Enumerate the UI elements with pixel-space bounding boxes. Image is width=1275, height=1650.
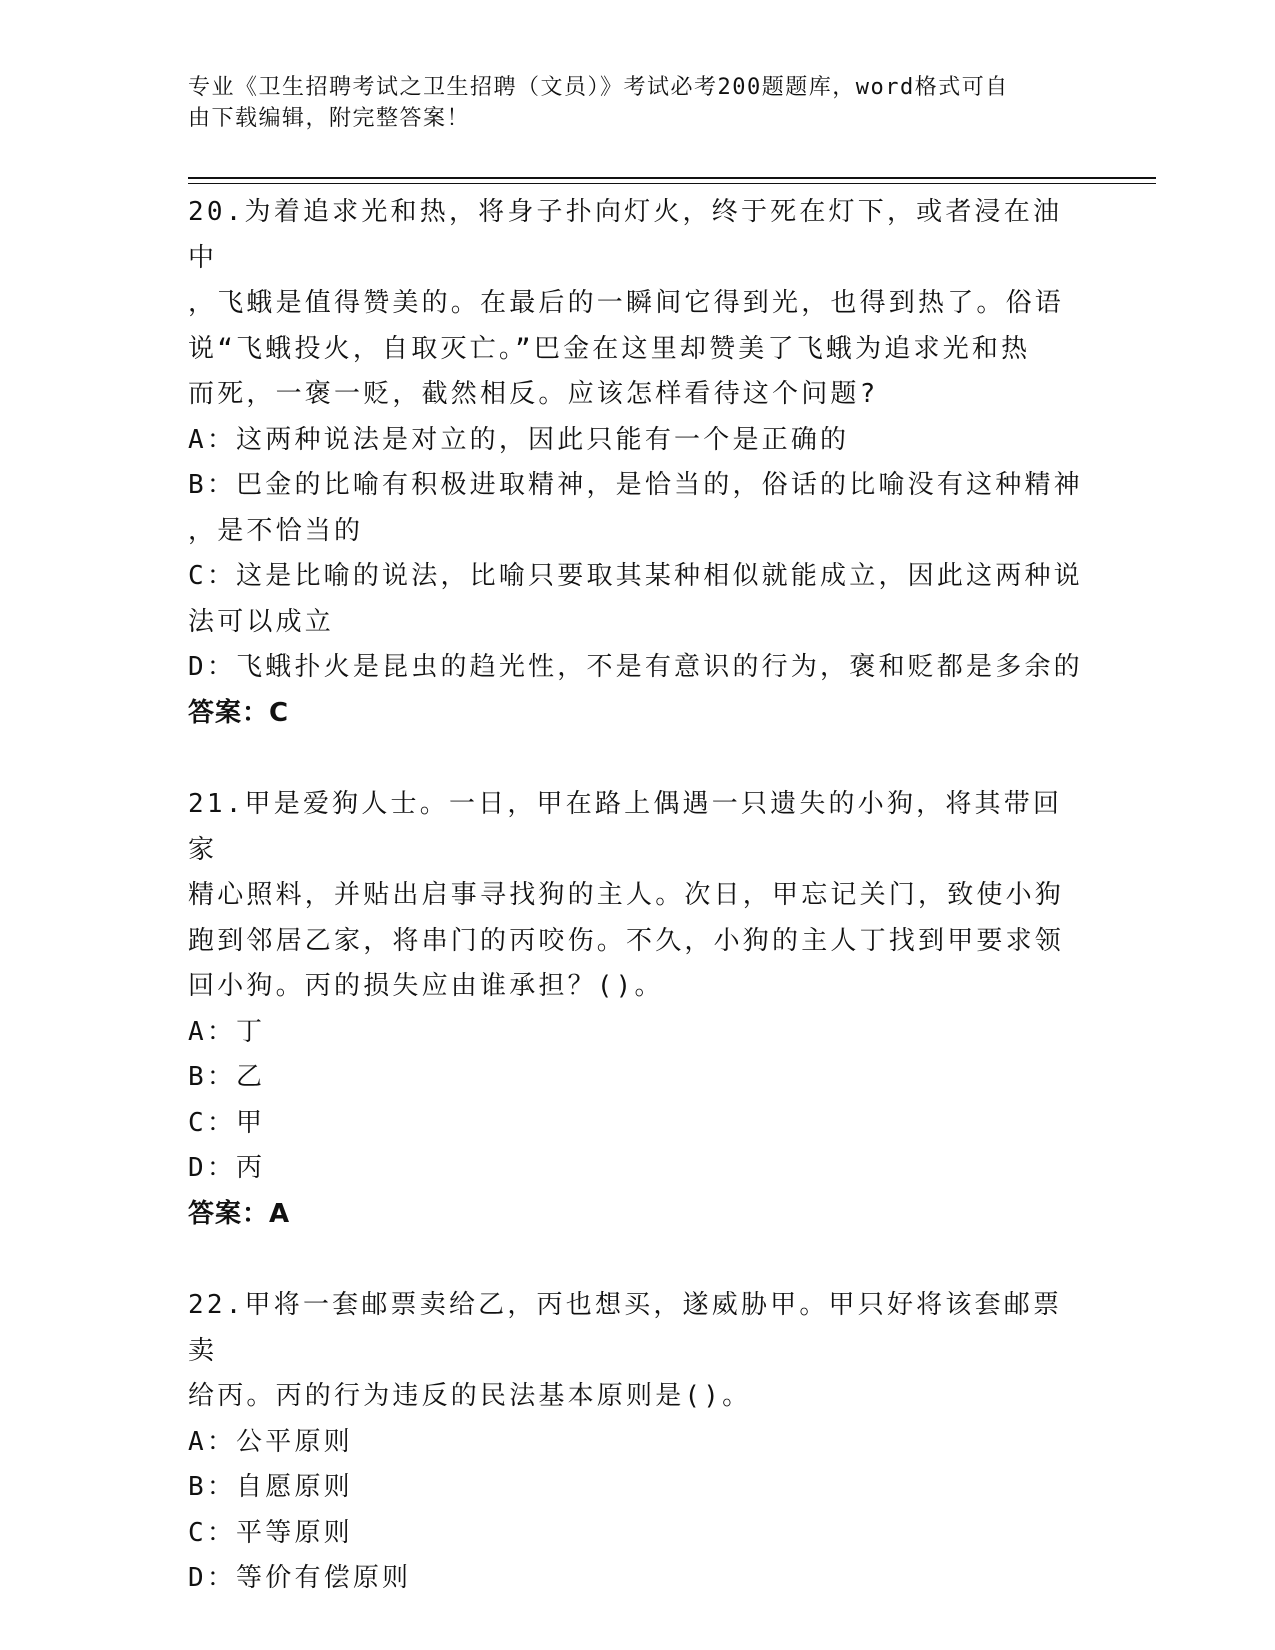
question-20-option-a: A：这两种说法是对立的，因此只能有一个是正确的 <box>188 424 850 455</box>
question-20 <box>188 190 1088 736</box>
header-divider-thick <box>188 177 1156 179</box>
question-20-option-d: D：飞蛾扑火是昆虫的趋光性，不是有意识的行为，褒和贬都是多余的 <box>188 652 1083 682</box>
question-20-option-b-continued: ，是不恰当的 <box>188 515 364 546</box>
header-line-2: 由下载编辑，附完整答案！ <box>188 106 471 131</box>
question-21-stem-line: 精心照料，并贴出启事寻找狗的主人。次日，甲忘记关门，致使小狗 <box>188 880 1065 910</box>
question-list <box>188 190 1088 1602</box>
document-header <box>188 72 1068 134</box>
question-21-option-b: B：乙 <box>188 1062 266 1092</box>
question-21-stem-line: 跑到邻居乙家，将串门的丙咬伤。不久，小狗的主人丁找到甲要求领 <box>188 925 1065 956</box>
question-20-stem-line: ，飞蛾是值得赞美的。在最后的一瞬间它得到光，也得到热了。俗语 <box>188 288 1065 318</box>
question-21-answer: 答案：A <box>188 1198 291 1229</box>
question-22-stem-line: 22.甲将一套邮票卖给乙，丙也想买，遂威胁甲。甲只好将该套邮票卖 <box>188 1290 1063 1366</box>
header-divider-thin <box>188 183 1156 184</box>
question-21-option-a: A：丁 <box>188 1016 266 1047</box>
question-22 <box>188 1283 1088 1602</box>
question-21-option-d: D：丙 <box>188 1153 266 1183</box>
header-line-1: 专业《卫生招聘考试之卫生招聘（文员）》考试必考200题题库，word格式可自 <box>188 75 1009 100</box>
question-21-stem-line: 回小狗。丙的损失应由谁承担？()。 <box>188 971 664 1001</box>
question-21 <box>188 782 1088 1237</box>
question-20-stem-line: 说“飞蛾投火，自取灭亡。”巴金在这里却赞美了飞蛾为追求光和热 <box>188 333 1031 364</box>
question-22-option-a: A：公平原则 <box>188 1426 353 1457</box>
question-22-option-d: D：等价有偿原则 <box>188 1563 412 1593</box>
question-20-option-b: B：巴金的比喻有积极进取精神，是恰当的，俗话的比喻没有这种精神 <box>188 470 1083 500</box>
question-22-option-b: B：自愿原则 <box>188 1472 353 1502</box>
question-22-stem-line: 给丙。丙的行为违反的民法基本原则是()。 <box>188 1381 752 1411</box>
question-20-stem-line: 而死，一褒一贬，截然相反。应该怎样看待这个问题? <box>188 379 879 409</box>
question-20-option-c-continued: 法可以成立 <box>188 606 335 637</box>
question-20-answer: 答案：C <box>188 697 290 728</box>
question-20-option-c: C：这是比喻的说法，比喻只要取其某种相似就能成立，因此这两种说 <box>188 561 1083 591</box>
question-22-option-c: C：平等原则 <box>188 1517 353 1548</box>
question-21-stem-line: 21.甲是爱狗人士。一日，甲在路上偶遇一只遗失的小狗，将其带回家 <box>188 789 1063 865</box>
question-20-stem-line: 20.为着追求光和热，将身子扑向灯火，终于死在灯下，或者浸在油中 <box>188 197 1063 273</box>
question-21-option-c: C：甲 <box>188 1107 266 1138</box>
